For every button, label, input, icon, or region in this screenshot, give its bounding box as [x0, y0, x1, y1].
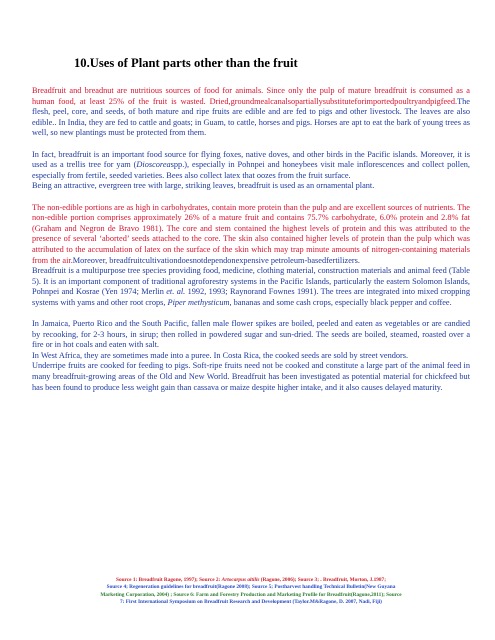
paragraph-multipurpose-italic-a: et. al.	[166, 287, 186, 297]
paragraph-multipurpose-italic-b: Piper methysticum	[167, 297, 230, 307]
paragraph-animal-feed-red-text: Breadfruit and breadnut are nutritious sources of food for animals. Since only the pulp of mature breadfruit is consumed as a human food, at least 25% of the fruit is wasted. Dried,groundmealcanalsopartiallysubstituteforimportedpoultryandpigfeed.	[32, 86, 470, 106]
paragraph-wildlife-uses	[32, 150, 470, 182]
paragraph-west-africa: In West Africa, they are sometimes made into a puree. In Costa Rica, the cooked seeds are sold by street vendors.	[32, 350, 409, 360]
paragraph-wildlife-text-b: spp.), especially in Pohnpei and honeybees visit male inflorescences and collect pollen, especially from fertile, seeded varieties. Bees also collect latex that oozes from the fruit surface.	[32, 160, 470, 180]
paragraph-non-edible-red-text: The non-edible portions are as high in carbohydrates, contain more protein than the pulp and are excellent sources of nutrients. The non-edible portion comprises approximately 26% of a mature fruit and contains 75.7% carbohydrate, 6.0% protein and 2.8% fat (Graham and Negron de Bravo 1981). The core and stem contained the highest levels of protein and this was attributed to the presence of several ‘aborted’ seeds attached to the core. The skin also contained higher levels of protein than the pulp which was attributed to the accumulation of latex on the surface of the skin which may trap minute amounts of nitrogen-containing materials from the air.	[32, 202, 470, 265]
paragraph-multipurpose-text-a: Breadfruit is a multipurpose tree species providing food, medicine, clothing material, construction materials and animal feed (Table 5). It is an important component of traditional agroforestry systems in the Pacific Islands, particularly the eastern Solomon Islands, Pohnpei and Kosrae (Yen 1974; Merlin	[32, 266, 470, 297]
paragraph-wildlife-text-a: In fact, breadfruit is an important food source for flying foxes, native doves, and other birds in the Pacific islands. Moreover, it is used as a trellis tree for yam (	[32, 149, 470, 170]
footer-source-3: (Ragone, 2006); Source 3; . Breadfruit, Morton, J.1987;	[259, 577, 386, 583]
paragraph-non-edible	[32, 203, 470, 267]
sources-footer	[24, 577, 478, 607]
paragraph-non-edible-blue-text: Moreover, breadfruitcultivationdoesnotdependonexpensive petroleum-basedfertilizers.	[72, 255, 360, 265]
footer-line-3: Marketing Corporation, 2004) ; Source 6: Farm and Forestry Production and Marketing Profile for Breadfruit(Ragone,2011); Source	[100, 591, 402, 598]
paragraph-animal-feed	[32, 86, 470, 139]
paragraph-flower-spikes: In Jamaica, Puerto Rico and the South Pacific, fallen male flower spikes are boiled, peeled and eaten as vegetables or are candied by recooking, for 2-3 hours, in sirup; then rolled in powdered sugar and sun-dried. The seeds are boiled, steamed, roasted over a fire or in hot coals and eaten with salt.	[32, 319, 470, 350]
paragraph-wildlife-italic: Dioscorea	[136, 160, 171, 170]
paragraph-ornamental: Being an attractive, evergreen tree with large, striking leaves, breadfruit is used as an ornamental plant.	[32, 181, 375, 191]
footer-source-1: Source 1: Breadfruit Ragone, 1997); Source 2:	[116, 577, 222, 583]
document-body	[32, 86, 470, 393]
paragraph-multipurpose	[32, 266, 470, 308]
paragraph-pig-feed: Underripe fruits are cooked for feeding to pigs. Soft-ripe fruits need not be cooked and constitute a large part of the animal feed in many breadfruit-growing areas of the Old and New World. Breadfruit has been investigated as potential material for chickfeed but has been found to produce less weight gain than cassava or maize despite higher intake, and it also causes delayed maturity.	[32, 361, 470, 392]
paragraph-animal-feed-blue-text: The flesh, peel, core, and seeds, of both mature and ripe fruits are edible and are fed to pigs and other livestock. The leaves are also edible.. In India, they are fed to cattle and goats; in Guam, to cattle, horses and pigs. Horses are apt to eat the bark of young trees as well, so new plantings must be protected from them.	[32, 96, 470, 138]
paragraph-multipurpose-text-b: 1992, 1993; Raynorand Fownes 1991). The trees are integrated into mixed cropping systems with yams and other root crops,	[32, 287, 470, 307]
section-title: 10.Uses of Plant parts other than the fruit	[74, 56, 298, 70]
footer-line-2: Source 4; Regeneration guidelines for breadfruit(Ragone 2008); Source 5; Postharvest handling Technical Bulletin(New Guyana	[106, 584, 396, 591]
footer-source-2-italic: Artocarpus altilis	[221, 577, 260, 583]
paragraph-multipurpose-text-c: , bananas and some cash crops, especially black pepper and coffee.	[229, 297, 452, 307]
footer-line-4: 7: First International Symposium on Breadfruit Research and Development (Taylor.M&Ragone, D. 2007, Nadi, Fiji)	[120, 599, 382, 606]
